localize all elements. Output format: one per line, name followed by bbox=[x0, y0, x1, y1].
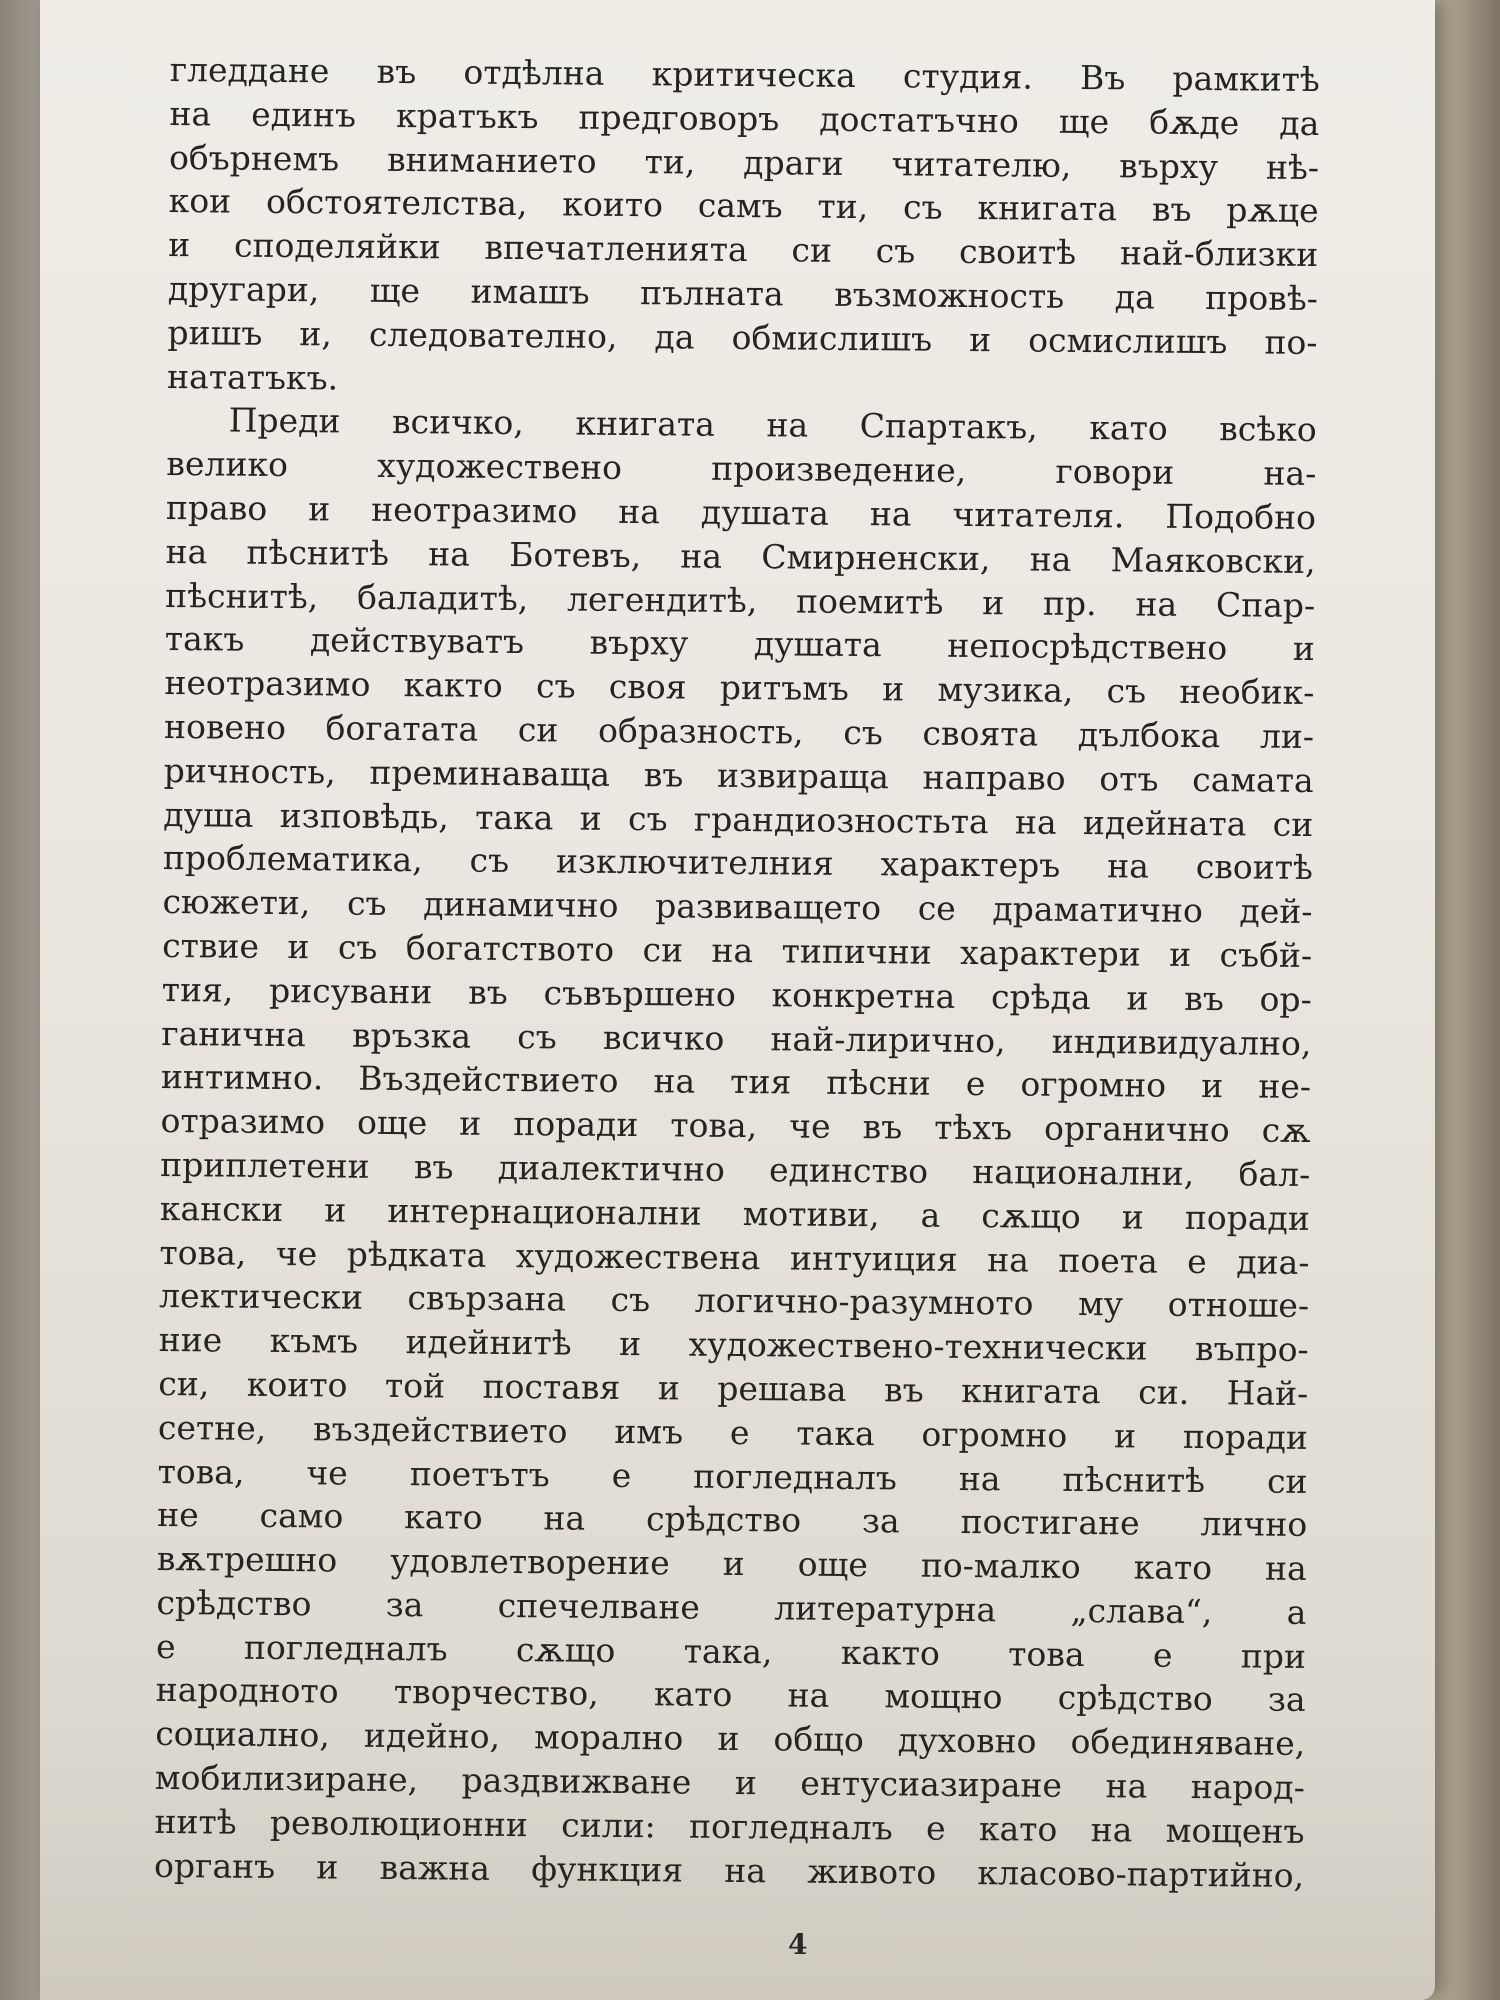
text-line: народното творчество, като на мощно срѣдство за bbox=[155, 1670, 1306, 1720]
text-line: интимно. Въздействието на тия пѣсни е огромно и не- bbox=[160, 1057, 1312, 1107]
text-line: ствие и съ богатството си на типични характери и събй- bbox=[161, 925, 1313, 975]
text-line: сюжети, съ динамично развиващето се драматично дей- bbox=[162, 882, 1313, 932]
text-line: ричность, преминаваща въ извираща направо отъ самата bbox=[163, 750, 1314, 800]
text-line: ние къмъ идейнитѣ и художествено-технически въпро- bbox=[158, 1320, 1309, 1370]
text-line: велико художествено произведение, говори на- bbox=[166, 444, 1317, 494]
text-line: такъ действуватъ върху душата непосрѣдствено и bbox=[164, 619, 1315, 669]
text-line: е погледналъ сѫщо така, както това е при bbox=[155, 1626, 1307, 1676]
text-line: гледдане въ отдѣлна критическа студия. Въ рамкитѣ bbox=[169, 49, 1320, 100]
text-line: душа изповѣдь, така и съ грандиозностьта на идейната си bbox=[163, 794, 1314, 844]
text-line: сетне, въздействието имъ е така огромно и поради bbox=[157, 1407, 1309, 1457]
paragraph-start-line: Преди всичко, книгата на Спартакъ, като всѣко bbox=[228, 400, 1317, 450]
text-line: това, че рѣдката художествена интуиция на поета е диа- bbox=[159, 1232, 1310, 1282]
text-line: тия, рисувани въ съвършено конкретна срѣда и въ ор- bbox=[161, 969, 1312, 1019]
text-line: социално, идейно, морално и общо духовно обединяване, bbox=[155, 1714, 1306, 1764]
text-line: ганична връзка съ всичко най-лирично, индивидуално, bbox=[161, 1013, 1312, 1063]
text-line: на пѣснитѣ на Ботевъ, на Смирненски, на Маяковски, bbox=[165, 531, 1316, 581]
text-line: мобилизиране, раздвижване и ентусиазиране на народ- bbox=[154, 1758, 1306, 1808]
text-line: отразимо още и поради това, че въ тѣхъ органично сѫ bbox=[160, 1101, 1311, 1151]
text-line: си, които той поставя и решава въ книгата си. Най- bbox=[158, 1363, 1309, 1413]
text-line: ришъ и, следователно, да обмислишъ и осмислишъ по- bbox=[167, 312, 1318, 362]
text-line: кои обстоятелства, които самъ ти, съ книгата въ рѫце bbox=[168, 181, 1319, 231]
page-number: 4 bbox=[788, 1928, 808, 1961]
text-line: приплетени въ диалектично единство национални, бал- bbox=[160, 1144, 1311, 1194]
text-line: органъ и важна функция на живото класово-партийно, bbox=[153, 1845, 1305, 1895]
text-line: проблематика, съ изключителния характеръ на своитѣ bbox=[162, 838, 1314, 888]
text-line: неотразимо както съ своя ритъмъ и музика, съ необик- bbox=[164, 663, 1315, 713]
text-line: и споделяйки впечатленията си съ своитѣ най-близки bbox=[168, 225, 1319, 275]
text-line: това, че поетътъ е погледналъ на пѣснитѣ си bbox=[157, 1451, 1308, 1501]
text-line: вѫтрешно удовлетворение и още по-малко като на bbox=[156, 1539, 1307, 1589]
text-line: кански и интернационални мотиви, а сѫщо и поради bbox=[159, 1188, 1311, 1238]
text-line: на единъ кратъкъ предговоръ достатъчно ще бѫде да bbox=[169, 93, 1320, 143]
text-line: новено богатата си образность, съ своята дълбока ли- bbox=[163, 706, 1315, 756]
text-line: пѣснитѣ, баладитѣ, легендитѣ, поемитѣ и пр. на Спар- bbox=[165, 575, 1316, 625]
text-line: другари, ще имашъ пълната възможность да провѣ- bbox=[167, 268, 1319, 319]
text-line: обърнемъ вниманието ти, драги читателю, върху нѣ- bbox=[168, 137, 1320, 187]
text-line: не само като на срѣдство за постигане лично bbox=[157, 1495, 1308, 1545]
text-line: право и неотразимо на душата на читателя. Подобно bbox=[165, 487, 1317, 537]
page-body-text bbox=[154, 48, 1320, 1897]
text-line: нататъкъ. bbox=[166, 356, 339, 398]
book-page bbox=[40, 0, 1435, 2000]
text-line: нитѣ революционни сили: погледналъ е като на мощенъ bbox=[154, 1801, 1305, 1851]
text-line: лектически свързана съ логично-разумното му отноше- bbox=[158, 1276, 1310, 1326]
text-line: срѣдство за спечелване литературна „слава“, а bbox=[156, 1582, 1307, 1632]
